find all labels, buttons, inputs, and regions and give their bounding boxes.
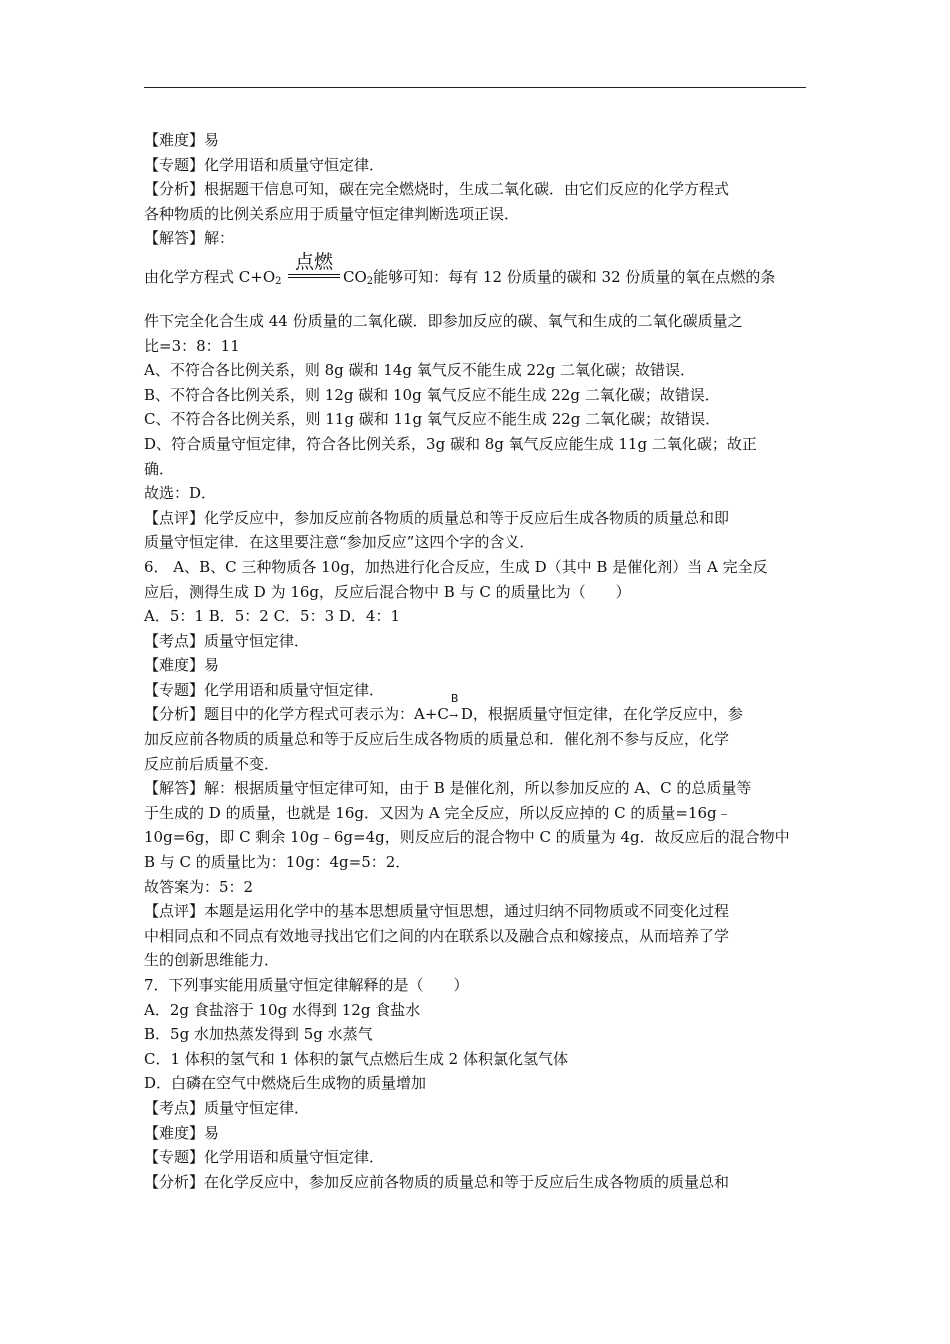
q5-option-c: C、不符合各比例关系，则 11g 碳和 11g 氧气反应不能生成 22g 二氧化碳；故错误． <box>144 410 721 429</box>
equals-bar <box>288 274 340 278</box>
arrow-icon: → <box>448 709 459 723</box>
q6-stem-line-2: 应后，测得生成 D 为 16g，反应后混合物中 B 与 C 的质量比为（ ） <box>144 582 631 601</box>
q6-answer-line-2: 于生成的 D 的质量，也就是 16g．又因为 A 完全反应，所以反应掉的 C 的质量=16g﹣ <box>144 803 732 822</box>
q7-topic: 【专题】化学用语和质量守恒定律． <box>144 1148 385 1167</box>
q5-review-line-1: 【点评】化学反应中，参加反应前各物质的质量总和等于反应后生成各物质的质量总和即 <box>144 508 730 527</box>
q5-difficulty: 【难度】易 <box>144 131 220 149</box>
q7-difficulty: 【难度】易 <box>144 1123 220 1142</box>
q5-option-d-line-1: D、符合质量守恒定律，符合各比例关系，3g 碳和 8g 氧气反应能生成 11g 二氧化碳；故正 <box>144 434 757 453</box>
q5-answer-line-b: 件下完全化合生成 44 份质量的二氧化碳．即参加反应的碳、氧气和生成的二氧化碳质量之 <box>144 311 743 330</box>
q6-stem-line-1: 6． A、B、C 三种物质各 10g，加热进行化合反应，生成 D（其中 B 是催化剂）当 A 完全反 <box>144 557 768 576</box>
q7-point: 【考点】质量守恒定律． <box>144 1098 310 1117</box>
q6-point: 【考点】质量守恒定律． <box>144 631 310 650</box>
q6-answer-line-4: B 与 C 的质量比为：10g：4g=5：2． <box>144 853 411 872</box>
q5-option-a: A、不符合各比例关系，则 8g 碳和 14g 氧气反不能生成 22g 二氧化碳；故错误． <box>144 361 695 380</box>
document-body <box>144 128 816 1194</box>
q6-options: A．5：1 B．5：2 C．5：3 D．4：1 <box>144 607 401 626</box>
q6-difficulty: 【难度】易 <box>144 656 220 675</box>
q7-option-b: B．5g 水加热蒸发得到 5g 水蒸气 <box>144 1025 373 1044</box>
spacer <box>144 291 816 309</box>
equation-product: $CO_2$能够可知：每有 12 份质量的碳和 32 份质量的氧在点燃的条 <box>343 267 776 287</box>
q5-analysis-line-2: 各种物质的比例关系应用于质量守恒定律判断选项正误． <box>144 204 520 223</box>
q6-final-answer: 故答案为：5：2 <box>144 877 254 896</box>
q7-option-d: D．白磷在空气中燃烧后生成物的质量增加 <box>144 1074 427 1093</box>
q5-answer-line-c: 比=3：8：11 <box>144 336 240 355</box>
q5-analysis-line-1: 【分析】根据题干信息可知，碳在完全燃烧时，生成二氧化碳．由它们反应的化学方程式 <box>144 180 730 199</box>
q6-review-line-2: 中相同点和不同点有效地寻找出它们之间的内在联系以及融合点和嫁接点，从而培养了学 <box>144 926 730 945</box>
q5-review-line-2: 质量守恒定律．在这里要注意“参加反应”这四个字的含义． <box>144 533 535 552</box>
q5-choice: 故选：D． <box>144 484 217 503</box>
q6-analysis-line-3: 反应前后质量不变． <box>144 754 280 773</box>
catalyst-label: B <box>450 692 459 706</box>
q7-option-a: A．2g 食盐溶于 10g 水得到 12g 食盐水 <box>144 1000 421 1019</box>
q6-answer-line-3: 10g=6g，即 C 剩余 10g﹣6g=4g，则反应后的混合物中 C 的质量为 4g．故反应后的混合物中 <box>144 828 790 847</box>
q5-option-b: B、不符合各比例关系，则 12g 碳和 10g 氧气反应不能生成 22g 二氧化碳；故错误． <box>144 385 720 404</box>
reaction-condition <box>288 251 340 278</box>
q6-answer-line-1: 【解答】解：根据质量守恒定律可知，由于 B 是催化剂，所以参加反应的 A、C 的总质量等 <box>144 779 752 798</box>
q5-option-d-line-2: 确． <box>144 459 175 478</box>
q6-analysis-line-2: 加反应前各物质的质量总和等于反应后生成各物质的质量总和．催化剂不参与反应，化学 <box>144 730 730 749</box>
q6-review-line-1: 【点评】本题是运用化学中的基本思想质量守恒思想，通过归纳不同物质或不同变化过程 <box>144 902 730 921</box>
q7-analysis-line-1: 【分析】在化学反应中，参加反应前各物质的质量总和等于反应后生成各物质的质量总和 <box>144 1172 730 1191</box>
header-rule <box>144 87 806 88</box>
q6-review-line-3: 生的创新思维能力． <box>144 951 280 970</box>
q7-stem: 7．下列事实能用质量守恒定律解释的是（ ） <box>144 976 469 994</box>
q6-topic: 【专题】化学用语和质量守恒定律． <box>144 680 385 699</box>
q6-analysis-line-1: 【分析】题目中的化学方程式可表示为：A+C B → D，根据质量守恒定律，在化学反应中，参 <box>144 702 816 727</box>
q5-topic: 【专题】化学用语和质量守恒定律． <box>144 155 385 174</box>
chemical-equation-line <box>144 251 816 291</box>
equation-reactants: 由化学方程式 $C+O_2$ <box>144 267 282 287</box>
catalyst-arrow <box>448 692 461 729</box>
condition-label: 点燃 <box>294 250 333 273</box>
q5-answer-label: 【解答】解： <box>144 229 235 248</box>
q7-option-c: C．1 体积的氢气和 1 体积的氯气点燃后生成 2 体积氯化氢气体 <box>144 1049 568 1068</box>
